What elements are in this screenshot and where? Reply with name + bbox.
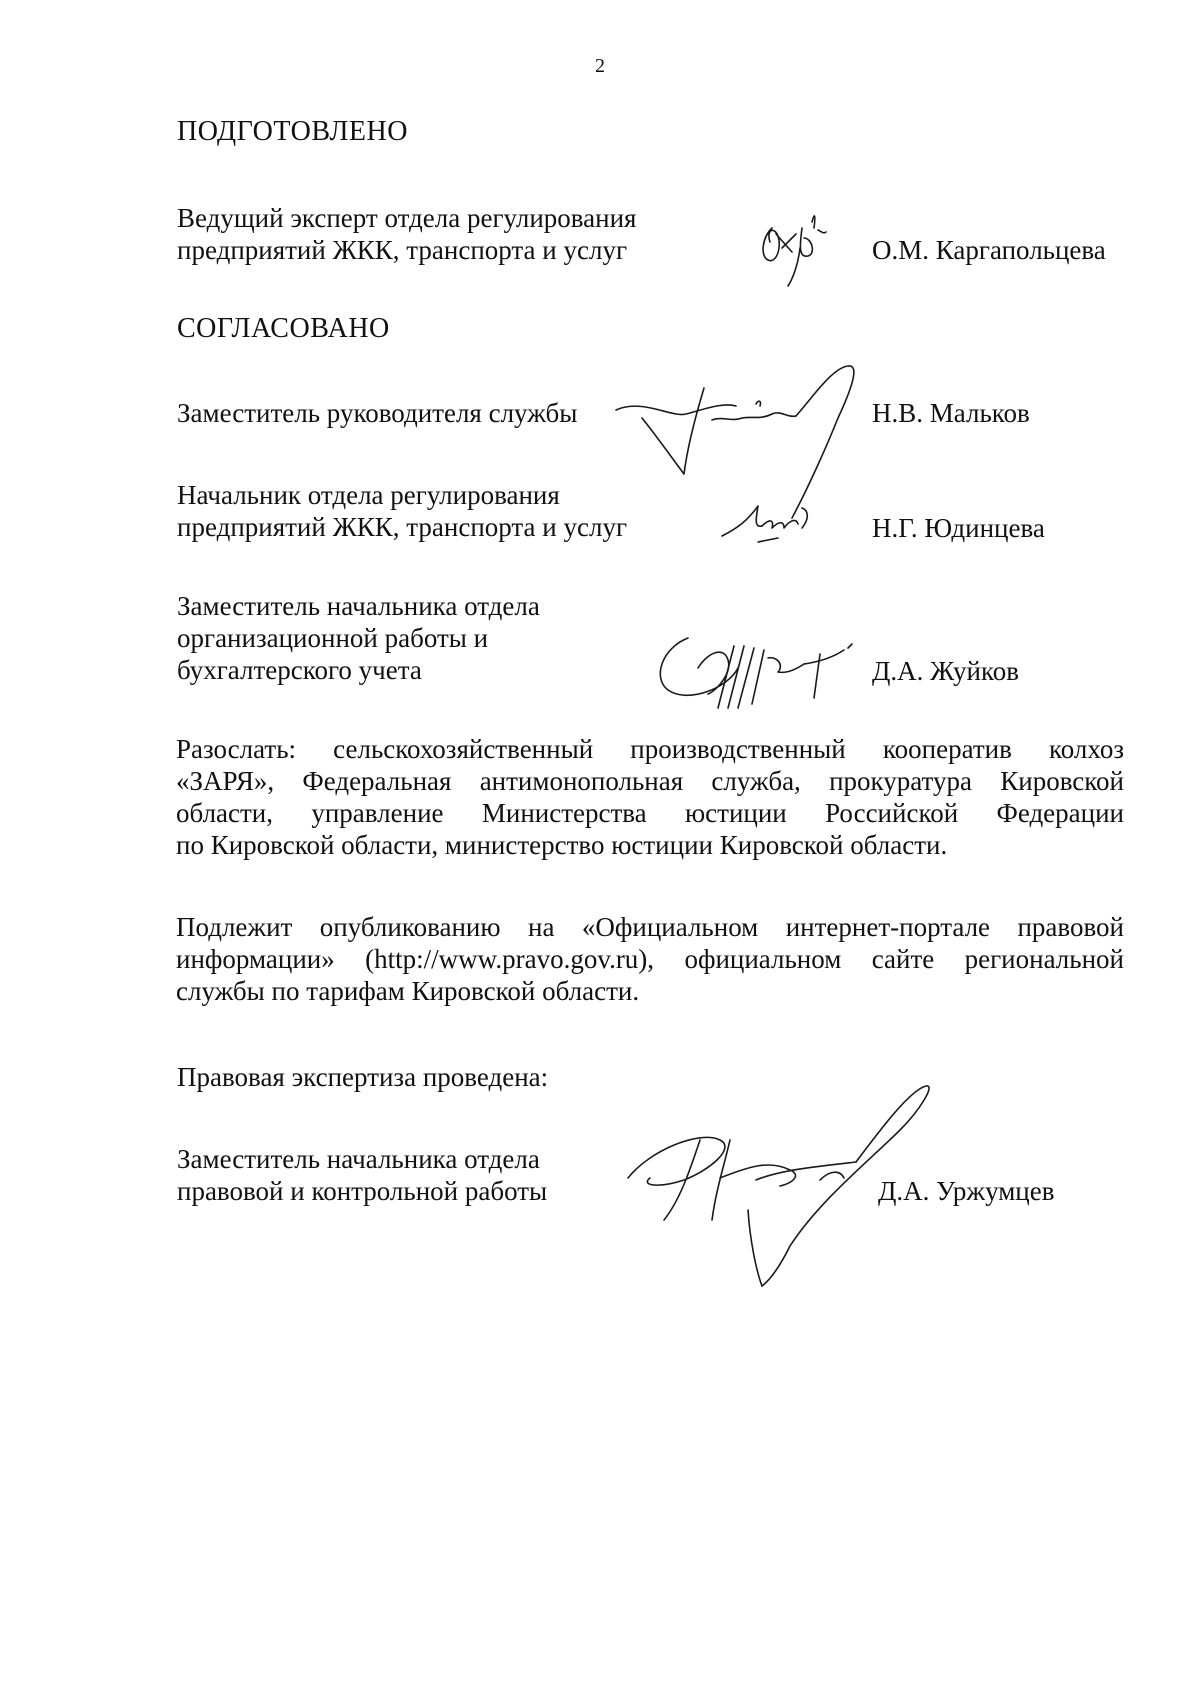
distribution-paragraph (176, 733, 1124, 861)
publication-line: информации» (http://www.pravo.gov.ru), официальном сайте региональной (176, 944, 1124, 974)
prepared-role (177, 202, 636, 266)
prepared-role-line: предприятий ЖКК, транспорта и услуг (177, 235, 628, 265)
legal-review-name: Д.А. Уржумцев (878, 1176, 1055, 1206)
agreed-signer-2-role (177, 479, 627, 543)
agreed-signer-3-role (177, 590, 540, 686)
agreed-signer-3-role-line: организационной работы и (177, 623, 489, 653)
agreed-signer-3-role-line: Заместитель начальника отдела (177, 591, 540, 621)
agreed-heading: СОГЛАСОВАНО (177, 313, 390, 344)
legal-review-role-line: Заместитель начальника отдела (177, 1144, 540, 1174)
legal-review-heading: Правовая экспертиза проведена: (177, 1062, 549, 1092)
publication-line: службы по тарифам Кировской области. (176, 976, 640, 1006)
legal-review-role (177, 1143, 547, 1207)
page-number: 2 (595, 55, 605, 77)
agreed-signer-2-role-line: Начальник отдела регулирования (177, 480, 560, 510)
distribution-line: области, управление Министерства юстиции Российской Федерации (176, 798, 1124, 828)
prepared-role-line: Ведущий эксперт отдела регулирования (177, 203, 637, 233)
distribution-line: «ЗАРЯ», Федеральная антимонопольная служба, прокуратура Кировской (176, 766, 1124, 796)
signature-agreed-2 (718, 498, 818, 554)
prepared-heading: ПОДГОТОВЛЕНО (177, 116, 408, 147)
signature-agreed-3 (648, 628, 868, 718)
agreed-signer-2-name: Н.Г. Юдинцева (872, 513, 1045, 543)
legal-review-role-line: правовой и контрольной работы (177, 1176, 548, 1206)
publication-line: Подлежит опубликованию на «Официальном интернет-портале правовой (176, 912, 1124, 942)
prepared-name: О.М. Каргапольцева (872, 235, 1106, 265)
distribution-line: Разослать: сельскохозяйственный производственный кооператив колхоз (176, 734, 1124, 764)
agreed-signer-1-role: Заместитель руководителя службы (177, 398, 578, 428)
signature-agreed-1 (612, 358, 882, 518)
agreed-signer-2-role-line: предприятий ЖКК, транспорта и услуг (177, 512, 628, 542)
agreed-signer-3-name: Д.А. Жуйков (872, 656, 1019, 686)
signature-prepared (752, 208, 842, 290)
distribution-line: по Кировской области, министерство юстиции Кировской области. (176, 830, 948, 860)
agreed-signer-3-role-line: бухгалтерского учета (177, 655, 422, 685)
agreed-signer-1-name: Н.В. Мальков (872, 398, 1030, 428)
publication-paragraph (176, 911, 1124, 1007)
